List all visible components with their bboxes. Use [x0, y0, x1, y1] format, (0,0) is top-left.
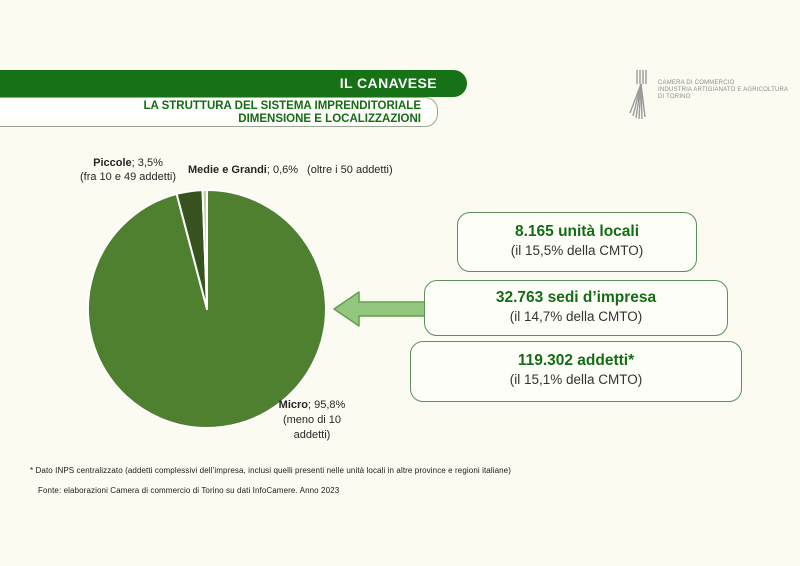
stat-share: (il 15,1% della CMTO) — [509, 372, 643, 387]
subtitle-line1: LA STRUTTURA DEL SISTEMA IMPRENDITORIALE — [143, 100, 421, 112]
stat-box-unita-locali — [457, 212, 697, 272]
logo-text — [658, 80, 788, 101]
stat-value: 8.165 unità locali — [514, 223, 640, 240]
stat-box-addetti — [410, 341, 742, 402]
left-arrow-icon — [332, 289, 428, 330]
mole-brush-icon — [627, 69, 655, 121]
logo-line2: INDUSTRIA ARTIGIANATO E AGRICOLTURA — [658, 87, 789, 93]
subtitle-box — [0, 97, 438, 127]
footnote-inps: * Dato INPS centralizzato (addetti complessivi dell’impresa, inclusi quelli presenti nelle unità locali in altre province e regioni italiane) — [30, 466, 511, 475]
camera-commercio-logo — [627, 67, 787, 122]
piccole-note: (fra 10 e 49 addetti) — [79, 171, 176, 183]
micro-note: (meno di 10 addetti) — [282, 414, 342, 441]
stat-box-sedi-impresa — [424, 280, 728, 336]
stat-share: (il 14,7% della CMTO) — [509, 309, 643, 324]
stat-value: 119.302 addetti* — [517, 352, 635, 369]
subtitle-line2: DIMENSIONE E LOCALIZZAZIONI — [238, 113, 421, 125]
stat-value: 32.763 sedi d’impresa — [495, 289, 657, 306]
logo-line3: DI TORINO — [658, 94, 691, 100]
piccole-name: Piccole — [93, 157, 132, 169]
pie-label-medie — [188, 164, 393, 176]
micro-value: ; 95,8% — [308, 399, 346, 411]
stat-share: (il 15,5% della CMTO) — [510, 243, 644, 258]
micro-name: Micro — [278, 399, 309, 411]
medie-value: ; 0,6% — [266, 164, 299, 176]
footnote-source: Fonte: elaborazioni Camera di commercio di Torino su dati InfoCamere. Anno 2023 — [38, 486, 340, 495]
pie-label-micro — [264, 398, 360, 443]
logo-line1: CAMERA DI COMMERCIO — [658, 80, 735, 86]
medie-note: (oltre i 50 addetti) — [307, 164, 393, 176]
piccole-value: ; 3,5% — [131, 157, 163, 169]
page-title: IL CANAVESE — [0, 70, 467, 97]
pie-chart — [85, 187, 329, 431]
medie-name: Medie e Grandi — [188, 164, 267, 176]
